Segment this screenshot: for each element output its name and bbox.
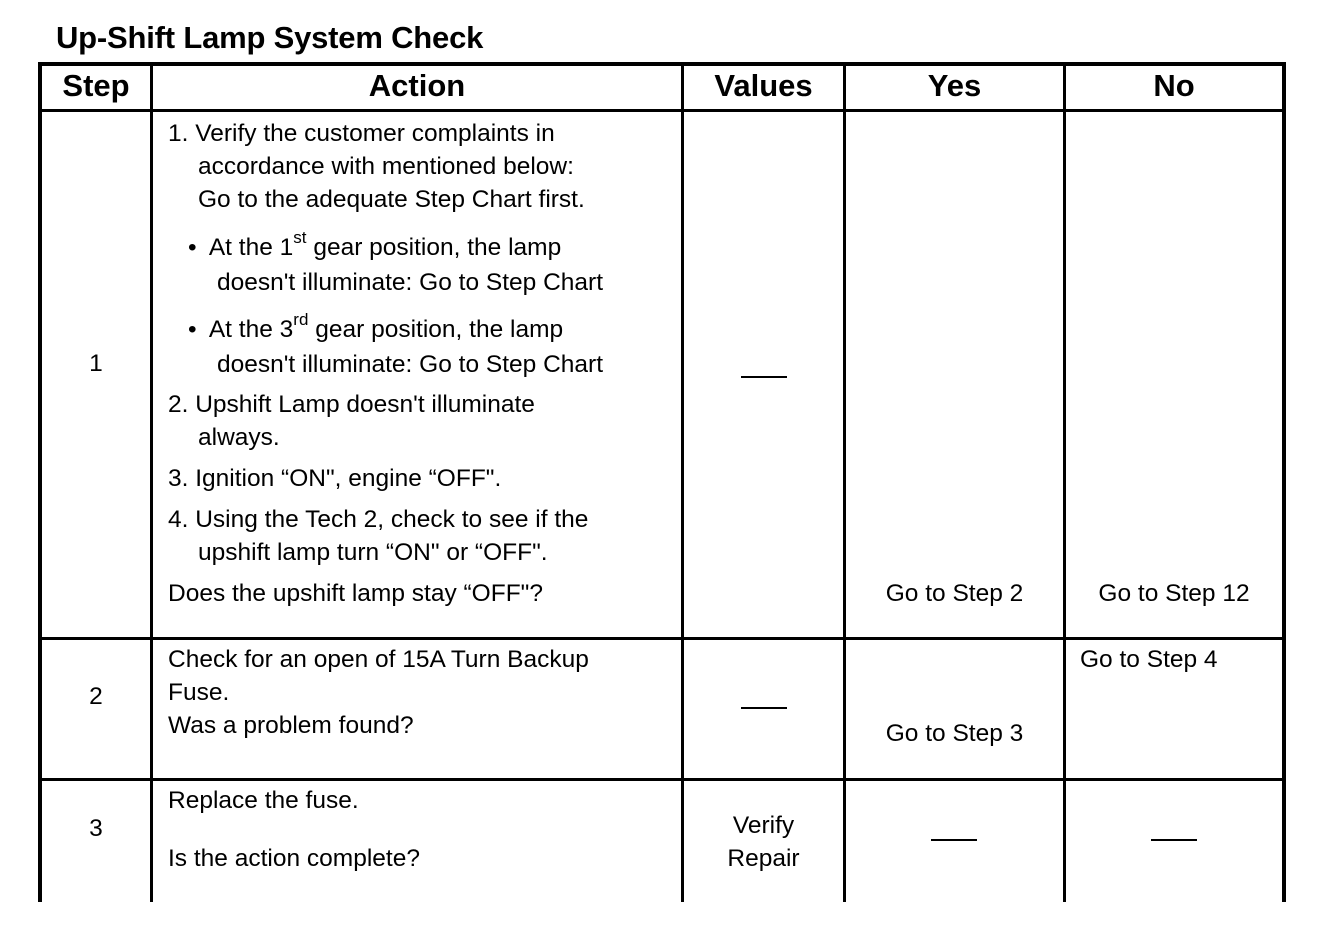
col-divider-values <box>843 62 846 902</box>
row-3-step: 3 <box>89 815 103 842</box>
column-header-values: Values <box>714 68 813 103</box>
row-1-action-item4 <box>168 503 678 569</box>
row-1-bullet-1 <box>188 228 678 299</box>
ordinal-superscript: rd <box>293 310 309 329</box>
step-chart-table <box>38 62 1286 902</box>
action-line: 2. Upshift Lamp doesn't illuminate <box>168 391 535 418</box>
action-line: 1. Verify the customer complaints in <box>168 120 555 147</box>
table-border-right <box>1282 62 1286 902</box>
col-divider-yes <box>1063 62 1066 902</box>
row-1-step: 1 <box>89 350 103 377</box>
row-divider-1 <box>38 637 1286 640</box>
bullet-line: doesn't illuminate: Go to Step Chart <box>217 351 603 378</box>
row-1-action-item1 <box>168 117 678 216</box>
action-line: Was a problem found? <box>168 712 414 739</box>
table-border-left <box>38 62 42 902</box>
row-3-question: Is the action complete? <box>168 845 420 872</box>
action-line: 4. Using the Tech 2, check to see if the <box>168 506 589 533</box>
bullet-text: At the 1 <box>208 234 294 261</box>
row-2-action <box>168 643 678 742</box>
row-3-no-empty-dash <box>1151 839 1197 841</box>
action-line: Check for an open of 15A Turn Backup <box>168 646 589 673</box>
action-line: accordance with mentioned below: <box>198 153 574 180</box>
row-3-action-line: Replace the fuse. <box>168 787 359 814</box>
row-1-no: Go to Step 12 <box>1098 580 1250 607</box>
column-header-step: Step <box>62 68 130 103</box>
bullet-text: gear position, the lamp <box>308 316 564 343</box>
page-title: Up-Shift Lamp System Check <box>56 20 484 55</box>
bullet-text: gear position, the lamp <box>306 234 562 261</box>
row-1-bullet-2 <box>188 310 678 381</box>
action-line: always. <box>198 424 280 451</box>
action-line: upshift lamp turn “ON" or “OFF". <box>198 539 548 566</box>
bullet-line: • At the 3rd gear position, the lamp <box>188 310 564 343</box>
values-line: Repair <box>727 845 800 872</box>
row-1-action-item2 <box>168 388 678 454</box>
row-1-yes: Go to Step 2 <box>885 580 1024 607</box>
row-1-action-item3: 3. Ignition “ON", engine “OFF". <box>168 465 502 492</box>
action-line: Go to the adequate Step Chart first. <box>198 186 585 213</box>
row-2-yes: Go to Step 3 <box>885 720 1024 747</box>
bullet-line: doesn't illuminate: Go to Step Chart <box>217 269 603 296</box>
values-line: Verify <box>732 812 795 839</box>
row-1-question: Does the upshift lamp stay “OFF"? <box>168 580 543 607</box>
column-header-action: Action <box>368 68 466 103</box>
row-2-no: Go to Step 4 <box>1080 646 1218 673</box>
row-2-step: 2 <box>89 683 103 710</box>
col-divider-step <box>150 62 153 902</box>
column-header-yes: Yes <box>927 68 982 103</box>
bullet-text: At the 3 <box>208 316 294 343</box>
row-1-values-empty-dash <box>741 376 787 378</box>
col-divider-action <box>681 62 684 902</box>
action-line: Fuse. <box>168 679 230 706</box>
row-2-values-empty-dash <box>741 707 787 709</box>
ordinal-superscript: st <box>293 228 307 247</box>
column-header-no: No <box>1153 68 1195 103</box>
row-3-values <box>684 809 843 875</box>
bullet-line: • At the 1st gear position, the lamp <box>188 228 562 261</box>
row-3-yes-empty-dash <box>931 839 977 841</box>
row-divider-2 <box>38 778 1286 781</box>
